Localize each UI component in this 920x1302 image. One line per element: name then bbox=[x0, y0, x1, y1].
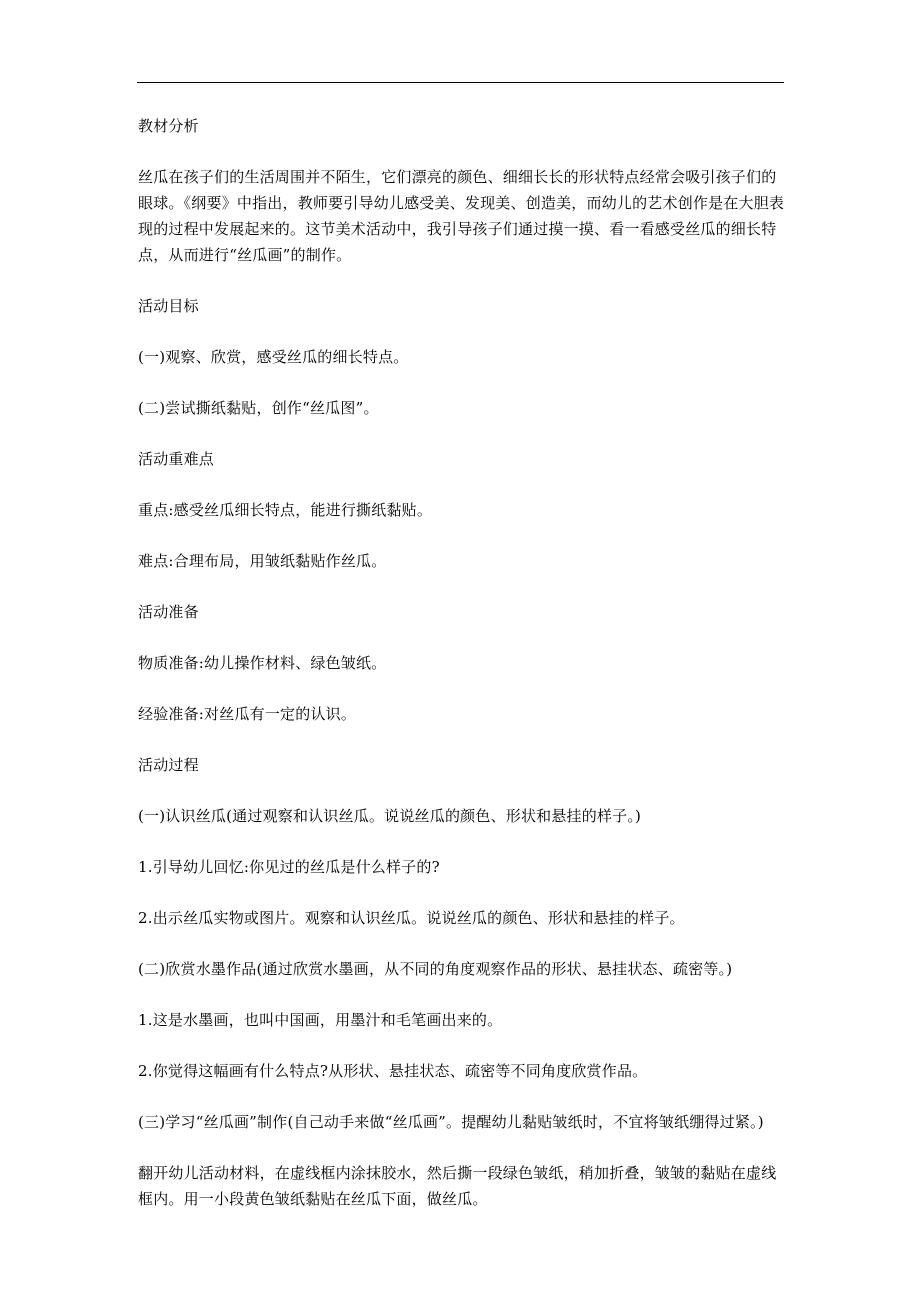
section-heading-preparation: 活动准备 bbox=[138, 603, 199, 621]
experience-preparation: 经验准备:对丝瓜有一定的认识。 bbox=[138, 705, 357, 723]
process-step-1-item-2: 2.出示丝瓜实物或图片。观察和认识丝瓜。说说丝瓜的颜色、形状和悬挂的样子。 bbox=[138, 909, 685, 927]
document-body bbox=[138, 113, 786, 1237]
material-preparation: 物质准备:幼儿操作材料、绿色皱纸。 bbox=[138, 654, 387, 672]
section-heading-analysis: 教材分析 bbox=[138, 117, 199, 135]
process-step-1-item-1: 1.引导幼儿回忆:你见过的丝瓜是什么样子的? bbox=[138, 858, 440, 876]
paragraph-analysis: 丝瓜在孩子们的生活周围并不陌生，它们漂亮的颜色、细细长长的形状特点经常会吸引孩子们的眼球。《纲要》中指出，教师要引导幼儿感受美、发现美、创造美，而幼儿的艺术创作是在大胆表现的过程中发展起来的。这节美术活动中，我引导孩子们通过摸一摸、看一看感受丝瓜的细长特点，从而进行“丝瓜画”的制作。 bbox=[138, 168, 785, 264]
process-step-2-item-1: 1.这是水墨画，也叫中国画，用墨汁和毛笔画出来的。 bbox=[138, 1011, 503, 1029]
process-step-1: (一)认识丝瓜(通过观察和认识丝瓜。说说丝瓜的颜色、形状和悬挂的样子。) bbox=[138, 807, 642, 825]
section-heading-process: 活动过程 bbox=[138, 756, 199, 774]
process-step-3: (三)学习“丝瓜画”制作(自己动手来做“丝瓜画”。提醒幼儿黏贴皱纸时，不宜将皱纸绷得过紧。) bbox=[138, 1113, 764, 1131]
goal-item-2: (二)尝试撕纸黏贴，创作“丝瓜图”。 bbox=[138, 399, 379, 417]
difficult-point: 难点:合理布局，用皱纸黏贴作丝瓜。 bbox=[138, 552, 387, 570]
section-heading-key-points: 活动重难点 bbox=[138, 450, 215, 468]
process-step-2-item-2: 2.你觉得这幅画有什么特点?从形状、悬挂状态、疏密等不同角度欣赏作品。 bbox=[138, 1062, 648, 1080]
key-point: 重点:感受丝瓜细长特点，能进行撕纸黏贴。 bbox=[138, 501, 433, 519]
process-step-2: (二)欣赏水墨作品(通过欣赏水墨画，从不同的角度观察作品的形状、悬挂状态、疏密等。) bbox=[138, 960, 733, 978]
process-step-3-instructions: 翻开幼儿活动材料，在虚线框内涂抹胶水，然后撕一段绿色皱纸，稍加折叠，皱皱的黏贴在虚线框内。用一小段黄色皱纸黏贴在丝瓜下面，做丝瓜。 bbox=[138, 1164, 777, 1208]
header-rule bbox=[137, 82, 784, 83]
goal-item-1: (一)观察、欣赏，感受丝瓜的细长特点。 bbox=[138, 348, 409, 366]
section-heading-goals: 活动目标 bbox=[138, 297, 199, 315]
